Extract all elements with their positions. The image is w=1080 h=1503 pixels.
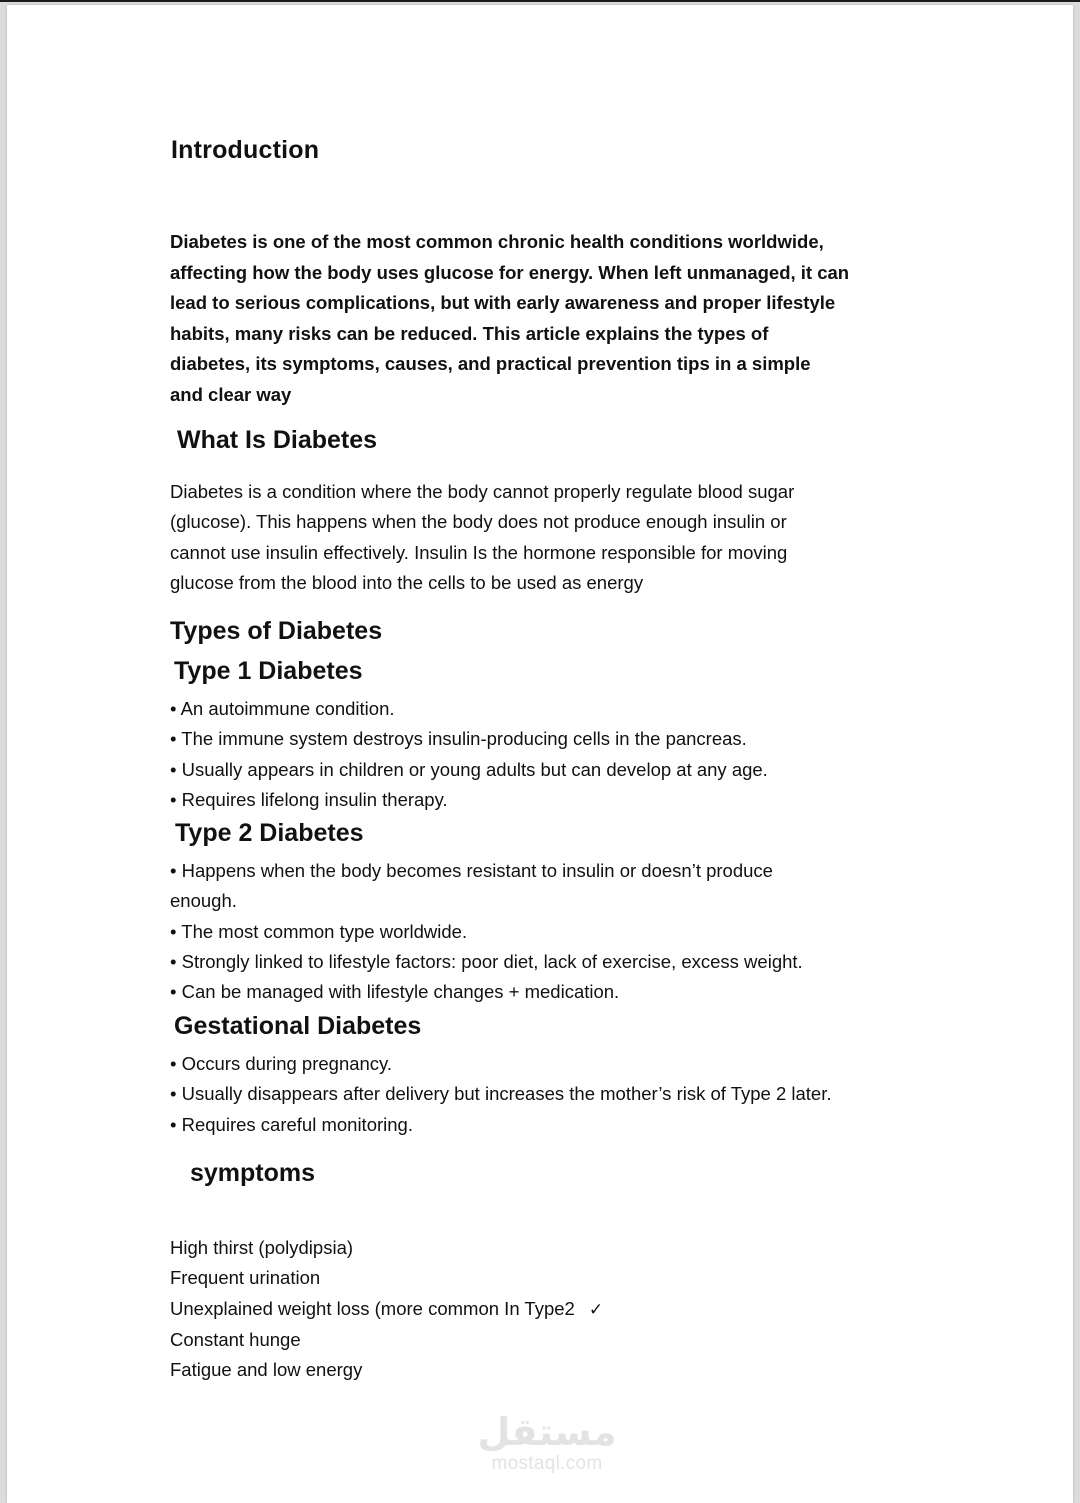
- list-item: • The immune system destroys insulin-producing cells in the pancreas.: [170, 728, 747, 750]
- what-is-line: cannot use insulin effectively. Insulin Is the hormone responsible for moving: [170, 541, 788, 563]
- window-top-bar: [0, 0, 1080, 2]
- type1-bullet-list: [170, 694, 768, 815]
- type1-heading: Type 1 Diabetes: [174, 657, 363, 685]
- intro-heading: Introduction: [171, 136, 320, 164]
- list-item: • The most common type worldwide.: [170, 920, 468, 942]
- watermark-arabic-logo: مستقل: [477, 1410, 617, 1454]
- what-is-heading: What Is Diabetes: [177, 426, 378, 454]
- symptoms-list: [170, 1233, 603, 1385]
- symptoms-heading: symptoms: [190, 1159, 316, 1187]
- type2-bullet-list: [170, 856, 803, 1007]
- list-item: • An autoimmune condition.: [170, 698, 395, 719]
- intro-line: affecting how the body uses glucose for energy. When left unmanaged, it can: [170, 261, 850, 283]
- list-item: • Happens when the body becomes resistant to insulin or doesn’t produce: [170, 860, 773, 881]
- gestational-bullet-list: [170, 1049, 832, 1140]
- what-is-line: Diabetes is a condition where the body cannot properly regulate blood sugar: [170, 481, 795, 502]
- type2-heading: Type 2 Diabetes: [175, 819, 364, 847]
- list-item: • Occurs during pregnancy.: [170, 1053, 393, 1074]
- list-item: • Usually disappears after delivery but increases the mother’s risk of Type 2 later.: [170, 1083, 832, 1105]
- list-item: Constant hunge: [170, 1328, 301, 1350]
- list-item: • Can be managed with lifestyle changes + medication.: [170, 981, 620, 1003]
- list-item: High thirst (polydipsia): [170, 1237, 354, 1258]
- intro-line: habits, many risks can be reduced. This article explains the types of: [170, 322, 769, 344]
- intro-line: lead to serious complications, but with early awareness and proper lifestyle: [170, 292, 836, 313]
- list-item: Fatigue and low energy: [170, 1359, 363, 1381]
- what-is-line: (glucose). This happens when the body does not produce enough insulin or: [170, 511, 787, 533]
- watermark: [467, 1410, 627, 1474]
- check-mark-icon: ✓: [588, 1299, 604, 1320]
- watermark-url: mostaql.com: [491, 1453, 603, 1474]
- document-page: [7, 5, 1073, 1503]
- list-item: [170, 1294, 603, 1325]
- list-item: enough.: [170, 890, 237, 912]
- intro-paragraph: [170, 227, 930, 410]
- what-is-line: glucose from the blood into the cells to be used as energy: [170, 571, 644, 593]
- intro-line: and clear way: [170, 383, 292, 405]
- list-item: • Usually appears in children or young adults but can develop at any age.: [170, 758, 768, 780]
- list-item: • Strongly linked to lifestyle factors: poor diet, lack of exercise, excess weight.: [170, 950, 803, 972]
- list-item: • Requires lifelong insulin therapy.: [170, 788, 448, 810]
- intro-line: Diabetes is one of the most common chronic health conditions worldwide,: [170, 231, 824, 252]
- what-is-paragraph: [170, 477, 794, 598]
- symptom-text: Unexplained weight loss (more common In Type2: [170, 1297, 575, 1319]
- list-item: Frequent urination: [170, 1267, 321, 1289]
- types-heading: Types of Diabetes: [170, 617, 383, 645]
- list-item: • Requires careful monitoring.: [170, 1113, 413, 1135]
- intro-line: diabetes, its symptoms, causes, and practical prevention tips in a simple: [170, 353, 811, 374]
- gestational-heading: Gestational Diabetes: [174, 1012, 422, 1040]
